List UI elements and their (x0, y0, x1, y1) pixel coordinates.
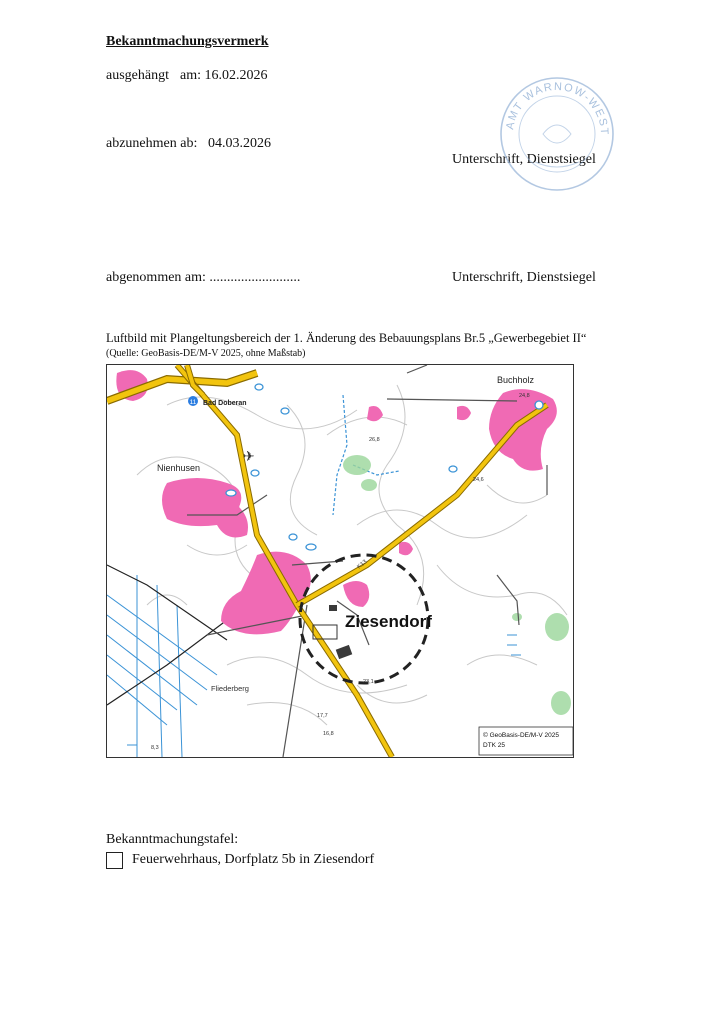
label-ziesendorf: Ziesendorf (345, 612, 432, 631)
spot-height: 8,3 (151, 745, 159, 751)
signature-label-2: Unterschrift, Dienstsiegel (452, 270, 596, 285)
posted-date: am: 16.02.2026 (180, 68, 268, 83)
main-roads (107, 365, 547, 757)
label-fliederberg: Fliederberg (211, 684, 249, 693)
label-bad-doberan: Bad Doberan (203, 400, 247, 407)
notice-title: Bekanntmachungsvermerk (106, 34, 269, 49)
board-location: Feuerwehrhaus, Dorfplatz 5b in Ziesendorf (132, 852, 375, 867)
figure-source: (Quelle: GeoBasis-DE/M-V 2025, ohne Maßstab) (106, 348, 306, 359)
signature-label-1: Unterschrift, Dienstsiegel (452, 152, 596, 167)
seal-text: AMT WARNOW-WEST (504, 80, 611, 137)
drainage-ditches (107, 565, 247, 757)
official-seal (495, 72, 619, 201)
map-series: DTK 25 (483, 742, 506, 749)
label-nienhusen: Nienhusen (157, 463, 201, 473)
road-label: K13 (356, 559, 369, 571)
map-copyright: © GeoBasis-DE/M-V 2025 (483, 732, 559, 739)
route-number: 11 (189, 399, 197, 406)
spot-height: 23,1 (363, 679, 374, 685)
streams (333, 395, 399, 515)
spot-height: 16,8 (323, 731, 334, 737)
spot-height: 26,8 (369, 437, 380, 443)
posted-label: ausgehängt (106, 68, 169, 83)
board-checkbox[interactable] (106, 852, 123, 869)
airfield-icon: ✈ (243, 448, 255, 464)
remove-label: abzunehmen ab: (106, 136, 198, 151)
marsh-marks (127, 635, 521, 745)
spot-height: 24,8 (519, 393, 530, 399)
spot-height: 24,6 (473, 477, 484, 483)
topographic-map (106, 364, 574, 758)
remove-date: 04.03.2026 (208, 136, 271, 151)
figure-caption: Luftbild mit Plangeltungsbereich der 1. Änderung des Bebauungsplans Br.5 „Gewerbegebiet II“ (106, 331, 587, 345)
label-buchholz: Buchholz (497, 375, 535, 385)
board-title: Bekanntmachungstafel: (106, 832, 239, 847)
settlement-areas (116, 370, 557, 634)
spot-height: 17,7 (317, 713, 328, 719)
taken-down-label: abgenommen am: .......................... (106, 270, 301, 285)
